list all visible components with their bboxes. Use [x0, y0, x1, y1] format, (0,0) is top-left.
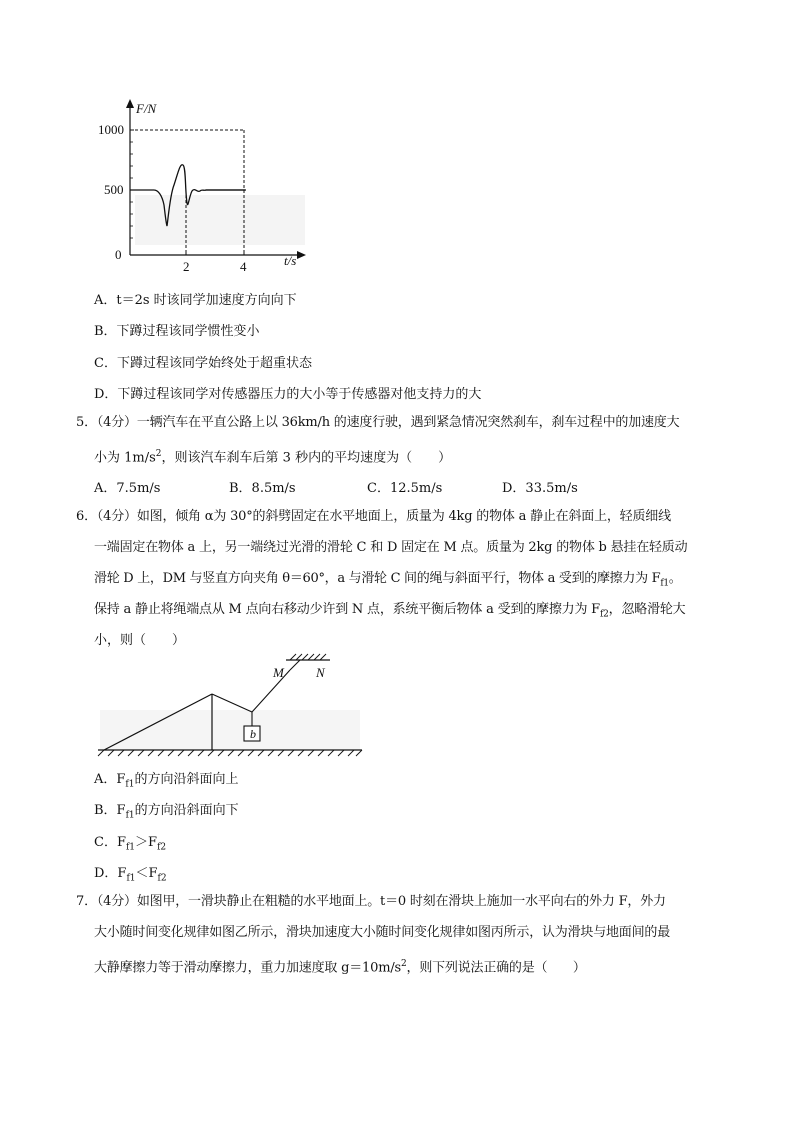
q6-option-a-rest: 的方向沿斜面向上 [134, 772, 239, 787]
q6-option-b-text: B．F [94, 803, 126, 818]
incline-pulley-diagram [90, 650, 370, 760]
q6-option-d-sub1: f1 [126, 873, 136, 884]
y-tick-500: 500 [104, 182, 124, 197]
q6-option-d [94, 862, 167, 884]
q5-stem-line2-b: ，则该汽车刹车后第 3 秒内的平均速度为（ ） [161, 450, 452, 466]
q6-stem-line1: 6．（4分）如图，倾角 α为 30°的斜劈固定在水平地面上，质量为 4kg 的物体 a 静止在斜面上，轻质细线 [76, 509, 671, 524]
q6-option-b-sub: f1 [125, 810, 135, 821]
label-m: M [273, 665, 284, 680]
label-n: N [316, 665, 325, 680]
q7-stem-line2: 大小随时间变化规律如图乙所示，滑块加速度大小随时间变化规律如图丙所示，认为滑块与地面间的最 [94, 925, 671, 940]
q6-stem-line3 [94, 570, 682, 593]
q5-stem-line2 [94, 445, 451, 467]
q6-stem-line3-a: 滑轮 D 上，DM 与竖直方向夹角 θ＝60°，a 与滑轮 C 间的绳与斜面平行，物体 a 受到的摩擦力为 F [94, 571, 661, 586]
origin-label: 0 [115, 247, 122, 262]
q6-option-a-sub: f1 [125, 779, 135, 790]
q4-option-a: A．t＝2s 时该同学加速度方向向下 [94, 293, 297, 308]
q6-option-c-text: C．F [94, 835, 126, 850]
q6-option-c [94, 831, 166, 853]
x-tick-4: 4 [240, 259, 247, 274]
q6-option-c-mid: ＞F [135, 835, 158, 850]
q5-stem-line2-sup: 2 [155, 449, 162, 459]
q6-stem-line2: 一端固定在物体 a 上，另一端绕过光滑的滑轮 C 和 D 固定在 M 点。质量为 2kg 的物体 b 悬挂在轻质动 [94, 540, 688, 555]
label-b: b [250, 727, 256, 741]
x-axis-label: t/s [284, 253, 297, 268]
q5-option-a: A．7.5m/s [94, 481, 161, 496]
q6-option-d-sub2: f2 [157, 873, 167, 884]
q7-stem-line3-b: ，则下列说法正确的是（ ） [406, 960, 586, 976]
q5-stem-line1: 5．（4分）一辆汽车在平直公路上以 36km/h 的速度行驶，遇到紧急情况突然刹车，刹车过程中的加速度大 [76, 415, 680, 430]
y-tick-1000: 1000 [98, 122, 124, 137]
x-tick-2: 2 [183, 259, 190, 274]
q7-stem-line1: 7．（4分）如图甲，一滑块静止在粗糙的水平地面上。t＝0 时刻在滑块上施加一水平向右的外力 F，外力 [76, 894, 666, 909]
q6-stem-line4-b: ，忽略滑轮大 [608, 602, 686, 617]
q5-option-b: B．8.5m/s [229, 481, 296, 496]
q6-option-c-sub2: f2 [157, 842, 167, 853]
q5-option-c: C．12.5m/s [367, 481, 443, 496]
q6-stem-line4 [94, 601, 685, 624]
q7-stem-line3-sup: 2 [400, 959, 407, 969]
q6-option-a [94, 768, 239, 790]
q6-stem-line4-a: 保持 a 静止将绳端点从 M 点向右移动少许到 N 点，系统平衡后物体 a 受到的摩擦力为 F [94, 602, 600, 617]
q4-option-c: C．下蹲过程该同学始终处于超重状态 [94, 356, 312, 371]
q7-stem-line3 [94, 955, 586, 977]
q6-option-d-text: D．F [94, 866, 127, 881]
q6-option-a-text: A．F [94, 772, 126, 787]
force-time-graph [90, 95, 320, 275]
q6-option-b-rest: 的方向沿斜面向下 [134, 803, 239, 818]
q7-stem-line3-a: 大静摩擦力等于滑动摩擦力，重力加速度取 g＝10m/s [94, 960, 401, 976]
q4-option-b: B．下蹲过程该同学惯性变小 [94, 324, 260, 339]
y-axis-label: F/N [136, 101, 157, 116]
q6-option-c-sub1: f1 [125, 842, 136, 853]
q6-stem-line3-sub: f1 [660, 578, 669, 589]
q4-option-d: D．下蹲过程该同学对传感器压力的大小等于传感器对他支持力的大 [94, 387, 482, 402]
q6-option-b [94, 799, 239, 821]
q6-stem-line3-b: 。 [668, 571, 682, 586]
q5-stem-line2-a: 小为 1m/s [94, 450, 156, 466]
q6-option-d-mid: ＜F [135, 866, 158, 881]
q5-option-d: D．33.5m/s [502, 481, 578, 496]
q6-stem-line4-sub: f2 [600, 609, 609, 620]
q6-stem-line5: 小，则（ ） [94, 633, 186, 648]
